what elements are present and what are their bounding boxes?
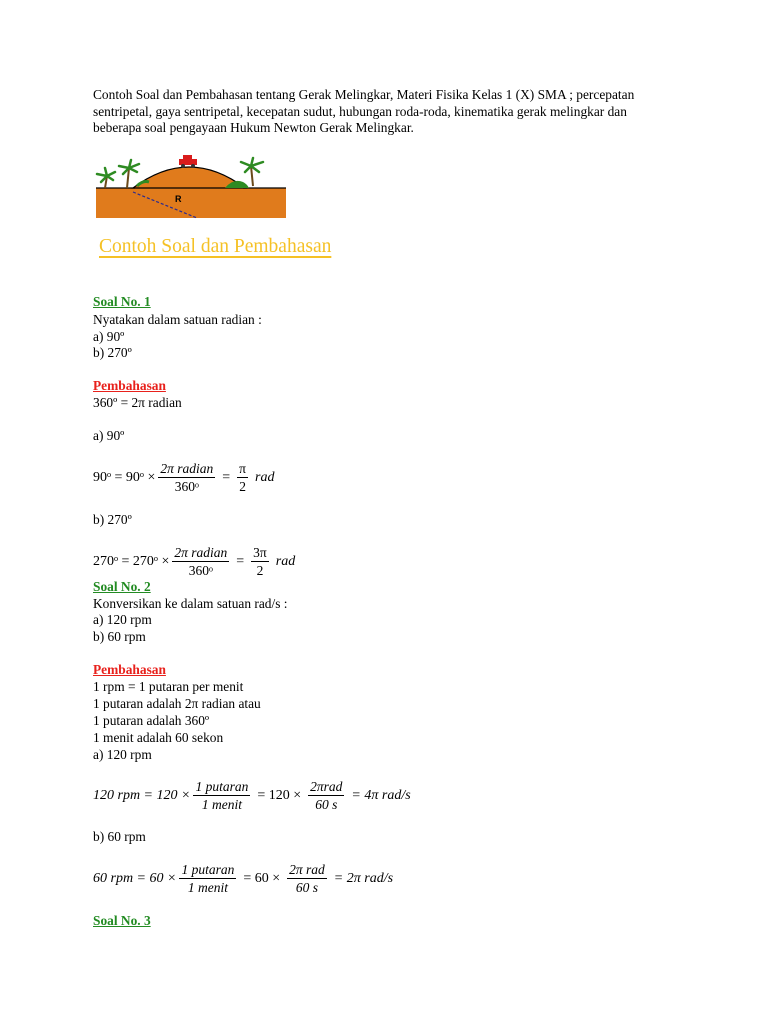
equation-90-degrees: 90ᵒ = 90ᵒ × $\frac{\text{2π radian}}{\text{360ᵒ}}$ = $\frac{\pi}{2}$ rad bbox=[93, 461, 275, 494]
palm-tree-icon bbox=[119, 160, 139, 188]
soal-2-title: Soal No. 2 bbox=[93, 579, 151, 594]
pembahasan-1-title: Pembahasan bbox=[93, 378, 166, 393]
soal-3-title: Soal No. 3 bbox=[93, 913, 151, 928]
section-heading: Contoh Soal dan Pembahasan bbox=[99, 236, 332, 257]
ground-block bbox=[96, 188, 286, 218]
pembahasan-2-line-4: 1 menit adalah 60 sekon bbox=[93, 730, 224, 745]
soal-1-title: Soal No. 1 bbox=[93, 294, 151, 309]
soal-2-question: Konversikan ke dalam satuan rad/s : bbox=[93, 596, 288, 611]
equation-60-rpm: 60 rpm = 60 × $\frac{\text{1 putaran}}{\text{1 menit}}$ = 60 × $\frac{\text{2π rad}}{60 s}$ = 2π rad/s bbox=[93, 862, 394, 895]
pembahasan-2-title: Pembahasan bbox=[93, 662, 166, 677]
pembahasan-2-line-5: a) 120 rpm bbox=[93, 747, 152, 762]
pembahasan-1-label-a: a) 90º bbox=[93, 428, 125, 443]
pembahasan-2-line-3: 1 putaran adalah 360º bbox=[93, 713, 210, 728]
equation-120-rpm: 120 rpm = 120 × $\frac{\text{1 putaran}}{\text{1 menit}}$ = 120 × $\frac{\text{2πrad}}{60 s}$ = 4π rad/s bbox=[93, 779, 411, 812]
palm-tree-icon bbox=[97, 168, 115, 188]
soal-2-option-b: b) 60 rpm bbox=[93, 629, 146, 644]
pembahasan-1-rule: 360º = 2π radian bbox=[93, 395, 182, 410]
intro-paragraph: Contoh Soal dan Pembahasan tentang Gerak Melingkar, Materi Fisika Kelas 1 (X) SMA ; percepatan sentripetal, gaya sentripetal, kecepatan sudut, hubungan roda-roda, kinematika gerak melingkar dan beberapa soal pengayaan Hukum Newton Gerak Melingkar. bbox=[93, 87, 635, 135]
circular-hill-illustration bbox=[93, 152, 289, 222]
pembahasan-2-line-2: 1 putaran adalah 2π radian atau bbox=[93, 696, 261, 711]
pembahasan-2-line-1: 1 rpm = 1 putaran per menit bbox=[93, 679, 244, 694]
soal-1-option-a: a) 90º bbox=[93, 329, 125, 344]
soal-1-question: Nyatakan dalam satuan radian : bbox=[93, 312, 262, 327]
pembahasan-1-label-b: b) 270º bbox=[93, 512, 132, 527]
radius-label: R bbox=[175, 194, 182, 204]
soal-2-option-a: a) 120 rpm bbox=[93, 612, 152, 627]
equation-270-degrees: 270ᵒ = 270ᵒ × $\frac{\text{2π radian}}{\text{360ᵒ}}$ = $\frac{3\pi}{2}$ rad bbox=[93, 545, 296, 578]
palm-tree-icon bbox=[241, 158, 263, 186]
soal-1-option-b: b) 270º bbox=[93, 345, 132, 360]
pembahasan-2-label-b: b) 60 rpm bbox=[93, 829, 146, 844]
